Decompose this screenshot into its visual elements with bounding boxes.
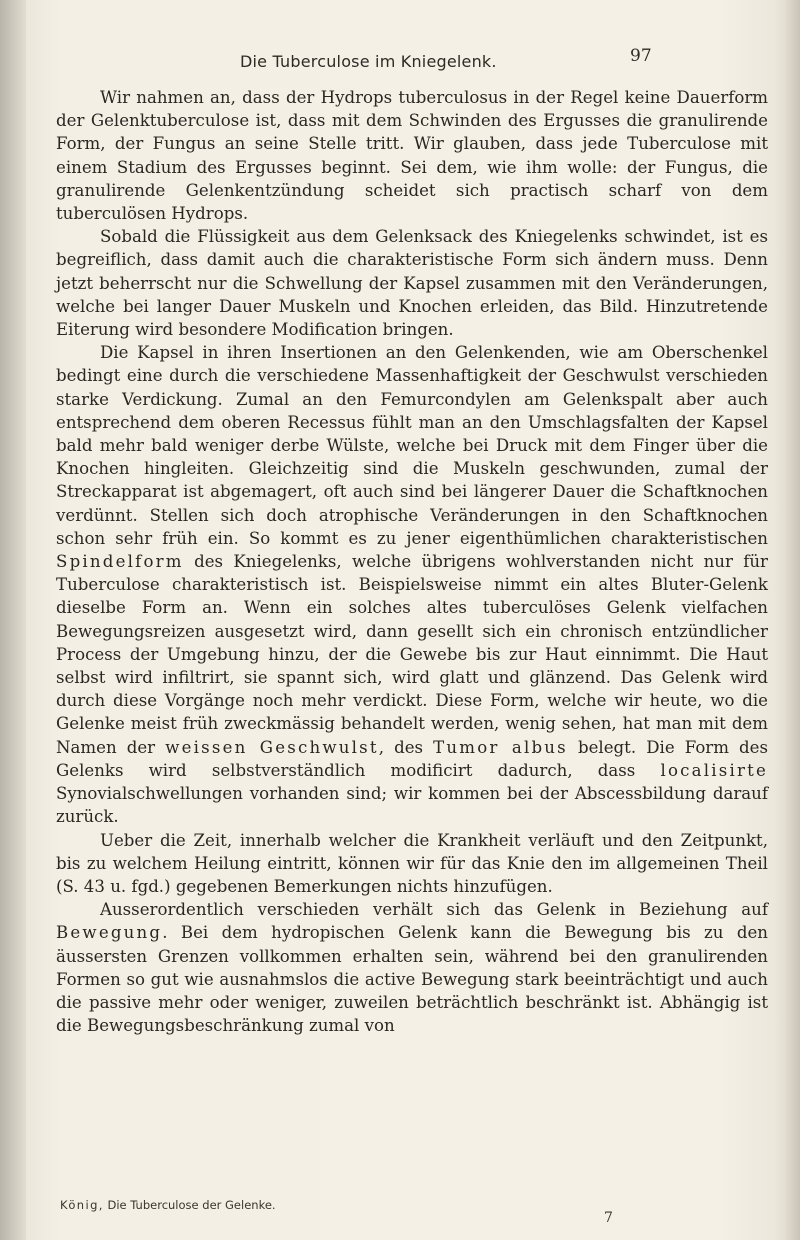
paragraph-4: Ueber die Zeit, innerhalb welcher die Krankheit verläuft und den Zeitpunkt, bis zu welchem Heilung eintritt, können wir für das Knie den im allgemeinen Theil (S. 43 u. fgd.) gegebenen Bemerkungen nichts hinzufügen.	[56, 830, 768, 896]
page-header	[0, 46, 800, 76]
book-spine-shadow	[0, 0, 26, 1240]
paragraph-1: Wir nahmen an, dass der Hydrops tuberculosus in der Regel keine Dauerform der Gelenktuberculose ist, dass mit dem Schwinden des Ergusses die granulirende Form, der Fungus an seine Stelle tritt. Wir glauben, dass jede Tuberculose mit einem Stadium des Ergusses beginnt. Sei dem, wie ihm wolle: der Fungus, die granulirende Gelenkentzündung scheidet sich practisch scharf von dem tuberculösen Hydrops.	[56, 88, 768, 224]
paragraph-3-text-e: Synovialschwellungen vorhanden sind; wir kommen bei der Abscessbildung darauf zurück.	[56, 784, 768, 827]
page-number: 97	[630, 46, 652, 66]
paragraph-5-text-a: Ausserordentlich verschieden verhält sich das Gelenk in Beziehung auf	[100, 900, 768, 920]
paragraph-3-text-b: des Kniegelenks, welche übrigens wohlverstanden nicht nur für Tuberculose charakteristisch ist. Beispielsweise nimmt ein altes Bluter-Gelenk dieselbe Form an. Wenn ein solches altes tuberculöses Gelenk vielfachen Bewegungsreizen ausgesetzt wird, dann gesellt sich ein chronisch entzündlicher Process der Umgebung hinzu, der die Gewebe bis zur Haut einnimmt. Die Haut selbst wird infiltrirt, sie spannt sich, wird glatt und glänzend. Das Gelenk wird durch diese Vorgänge noch mehr verdickt. Diese Form, welche wir heute, wo die Gelenke meist früh zweckmässig behandelt werden, wenig sehen, hat man mit dem Namen der	[56, 552, 768, 757]
paragraph-5-text-b: . Bei dem hydropischen Gelenk kann die Bewegung bis zu den äussersten Grenzen vollkommen erhalten sein, während bei den granulirenden Formen so gut wie ausnahmslos die active Bewegung stark beeinträchtigt und auch die passive mehr oder weniger, zuweilen beträchtlich beschränkt ist. Abhängig ist die Bewegungsbeschränkung zumal von	[56, 923, 768, 1036]
footer-author: König,	[60, 1198, 104, 1212]
footer-citation	[60, 1198, 276, 1212]
paragraph-5	[56, 898, 768, 1037]
paragraph-2: Sobald die Flüssigkeit aus dem Gelenksack des Kniegelenks schwindet, ist es begreiflich, dass damit auch die charakteristische Form sich ändern muss. Denn jetzt beherrscht nur die Schwellung der Kapsel zusammen mit den Veränderungen, welche bei langer Dauer Muskeln und Knochen erleiden, das Bild. Hinzutretende Eiterung wird besondere Modification bringen.	[56, 227, 768, 340]
paragraph-3-text-c: , des	[378, 737, 424, 757]
emphasis-weisse-geschwulst: weissen Geschwulst	[165, 737, 379, 757]
signature-mark: 7	[604, 1210, 613, 1226]
page-footer	[56, 1198, 768, 1234]
body-text	[56, 86, 768, 1037]
page-edge	[786, 0, 800, 1240]
emphasis-localisirte: localisirte	[660, 760, 768, 780]
paragraph-3-text-d: belegt. Die Form des Gelenks wird selbstverständlich modificirt dadurch, dass	[56, 737, 769, 780]
emphasis-spindelform: Spindelform	[56, 552, 184, 572]
emphasis-bewegung: Bewegung	[56, 923, 163, 943]
running-title: Die Tuberculose im Kniegelenk.	[240, 52, 497, 71]
paragraph-3	[56, 341, 768, 828]
emphasis-tumor-albus: Tumor albus	[433, 737, 568, 757]
footer-work: Die Tuberculose der Gelenke.	[107, 1198, 276, 1212]
paragraph-3-text-a: Die Kapsel in ihren Insertionen an den Gelenkenden, wie am Oberschenkel bedingt eine durch die verschiedene Massenhaftigkeit der Geschwulst verschieden starke Verdickung. Zumal an den Femurcondylen am Gelenkspalt aber auch entsprechend dem oberen Recessus fühlt man an den Umschlagsfalten der Kapsel bald mehr bald weniger derbe Wülste, welche bei Druck mit dem Finger über die Knochen hingleiten. Gleichzeitig sind die Muskeln geschwunden, zumal der Streckapparat ist abgemagert, oft auch sind bei längerer Dauer die Schaftknochen verdünnt. Stellen sich doch atrophische Veränderungen in den Schaftknochen schon sehr früh ein. So kommt es zu jener eigenthümlichen charakteristischen	[56, 343, 768, 548]
